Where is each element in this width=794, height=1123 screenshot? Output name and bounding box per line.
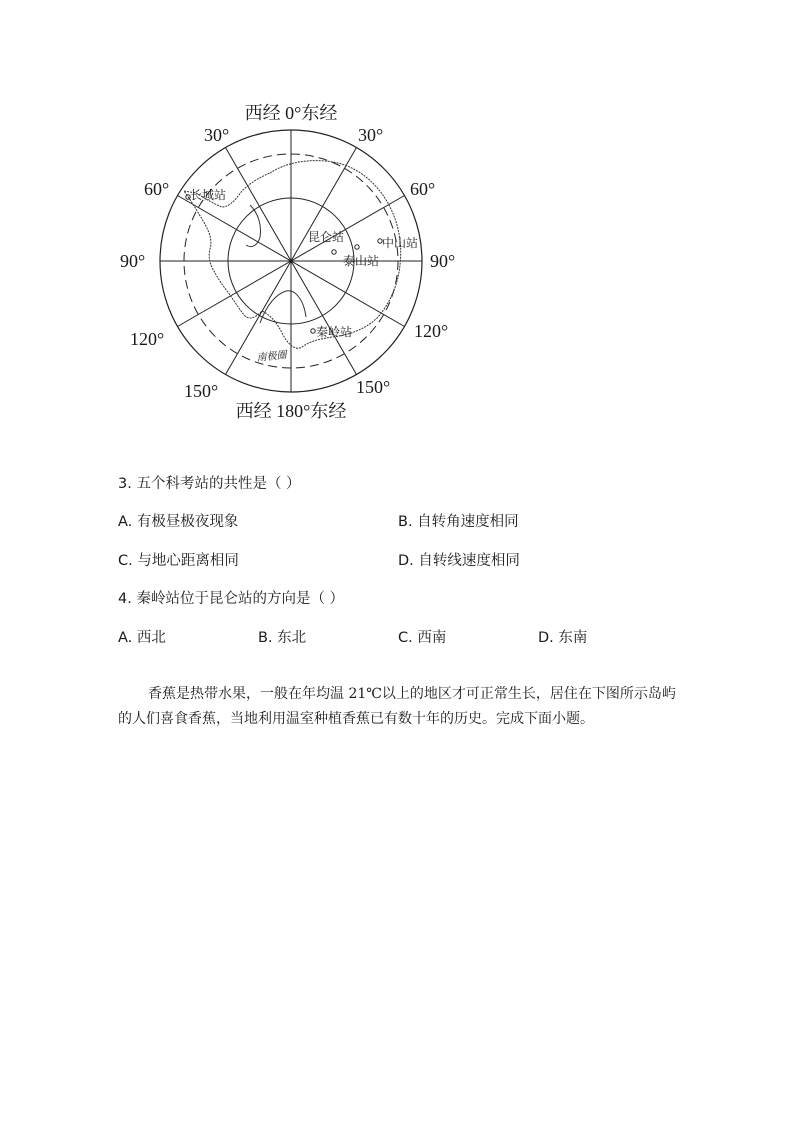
question-4-option-b: B. 东北 bbox=[258, 630, 307, 646]
weddell-sea-coast bbox=[246, 205, 261, 247]
top-meridian-label: 西经 0°东经 bbox=[244, 103, 338, 123]
antarctica-polar-map bbox=[110, 95, 470, 425]
meridian-lines bbox=[160, 130, 422, 392]
ross-sea-coast bbox=[260, 291, 306, 323]
lon-label-60-west: 60° bbox=[144, 179, 170, 199]
banana-passage: 香蕉是热带水果，一般在年均温 21℃以上的地区才可正常生长，居住在下图所示岛屿的人们喜食香蕉，当地利用温室种植香蕉已有数十年的历史。完成下面小题。 bbox=[118, 686, 676, 727]
question-4-option-a: A. 西北 bbox=[118, 630, 166, 646]
lon-label-90-east: 90° bbox=[430, 251, 456, 271]
question-3-option-b: B. 自转角速度相同 bbox=[398, 514, 519, 530]
qinling-station-marker bbox=[311, 329, 315, 333]
lon-label-120-west: 120° bbox=[130, 329, 165, 349]
lon-label-60-east: 60° bbox=[410, 179, 436, 199]
taishan-station-label: 泰山站 bbox=[343, 254, 380, 268]
question-3-stem: 3. 五个科考站的共性是（ ） bbox=[118, 476, 301, 492]
qinling-station-label: 秦岭站 bbox=[316, 325, 353, 339]
antarctic-circle-label: 南极圈 bbox=[256, 349, 288, 364]
lon-label-150-west: 150° bbox=[184, 381, 219, 401]
question-4-stem: 4. 秦岭站位于昆仑站的方向是（ ） bbox=[118, 591, 345, 607]
question-4-option-d: D. 东南 bbox=[538, 630, 588, 646]
kunlun-station-marker bbox=[332, 250, 336, 254]
changcheng-station-label: 长城站 bbox=[190, 188, 227, 202]
question-4-option-c: C. 西南 bbox=[398, 630, 447, 646]
question-3-option-d: D. 自转线速度相同 bbox=[398, 553, 520, 569]
bottom-meridian-label: 西经 180°东经 bbox=[235, 401, 347, 421]
kunlun-station-label: 昆仑站 bbox=[308, 230, 345, 244]
lon-label-120-east: 120° bbox=[414, 321, 449, 341]
lon-label-30-east: 30° bbox=[358, 125, 384, 145]
lon-label-30-west: 30° bbox=[204, 125, 230, 145]
zhongshan-station-label: 中山站 bbox=[382, 236, 419, 250]
lon-label-90-west: 90° bbox=[120, 251, 146, 271]
lon-label-150-east: 150° bbox=[356, 377, 391, 397]
question-3-option-c: C. 与地心距离相同 bbox=[118, 553, 239, 569]
taishan-station-marker bbox=[355, 245, 359, 249]
question-3-option-a: A. 有极昼极夜现象 bbox=[118, 514, 239, 530]
